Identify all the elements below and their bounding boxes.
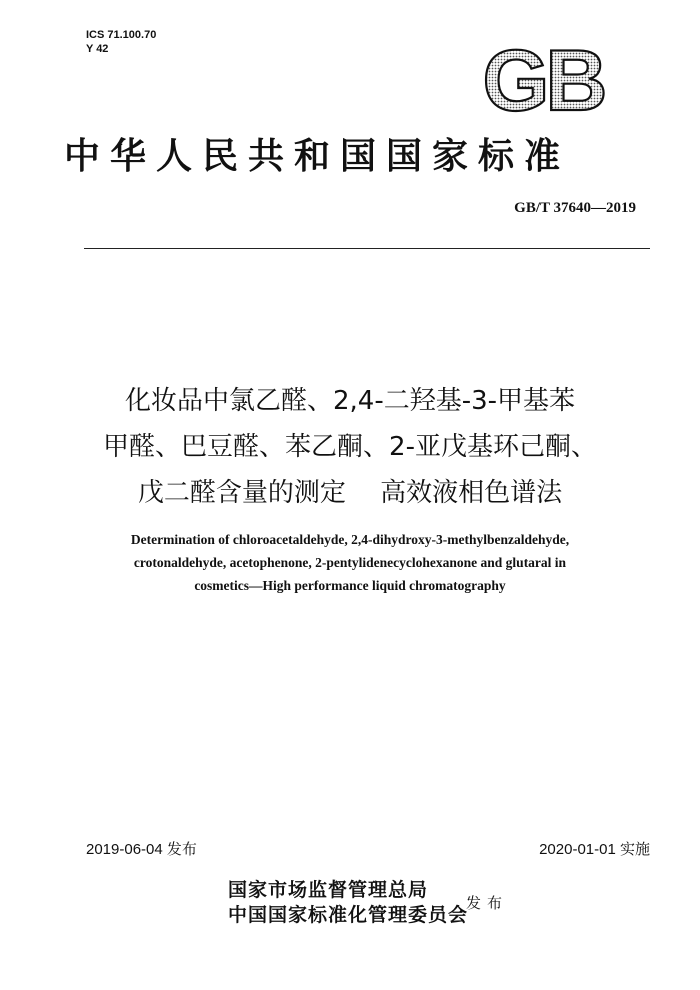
issuer-sac: 中国国家标准化管理委员会: [228, 904, 469, 926]
english-title: [80, 528, 620, 597]
chinese-title-line1: 化妆品中氯乙醛、2,4-二羟基-3-甲基苯: [124, 386, 576, 416]
classification-codes: [86, 28, 156, 56]
standard-code: GB/T 37640—2019: [514, 200, 636, 216]
ccs-code: Y 42: [86, 43, 109, 55]
chinese-title: [60, 378, 640, 516]
effective-date: 2020-01-01 实施: [539, 841, 650, 858]
english-title-line3: cosmetics—High performance liquid chromatography: [194, 578, 506, 593]
english-title-line1: Determination of chloroacetaldehyde, 2,4-dihydroxy-3-methylbenzaldehyde,: [130, 532, 570, 547]
issuer-samr: 国家市场监督管理总局: [228, 879, 429, 901]
chinese-title-line3: 戊二醛含量的测定 高效液相色谱法: [137, 478, 563, 508]
chinese-title-line2: 甲醛、巴豆醛、苯乙酮、2-亚戊基环己酮、: [103, 432, 597, 462]
issue-date: 2019-06-04 发布: [86, 841, 197, 858]
english-title-line2: crotonaldehyde, acetophenone, 2-pentylidenecyclohexanone and glutaral in: [133, 555, 567, 570]
issuing-organizations: [228, 878, 468, 928]
gb-logo: [470, 40, 616, 120]
header-divider: [84, 248, 650, 249]
logo-text: GB: [482, 40, 604, 120]
issue-word: 发布: [466, 894, 509, 912]
ics-code: ICS 71.100.70: [86, 29, 157, 41]
national-standard-title: 中华人民共和国国家标准: [64, 135, 571, 177]
